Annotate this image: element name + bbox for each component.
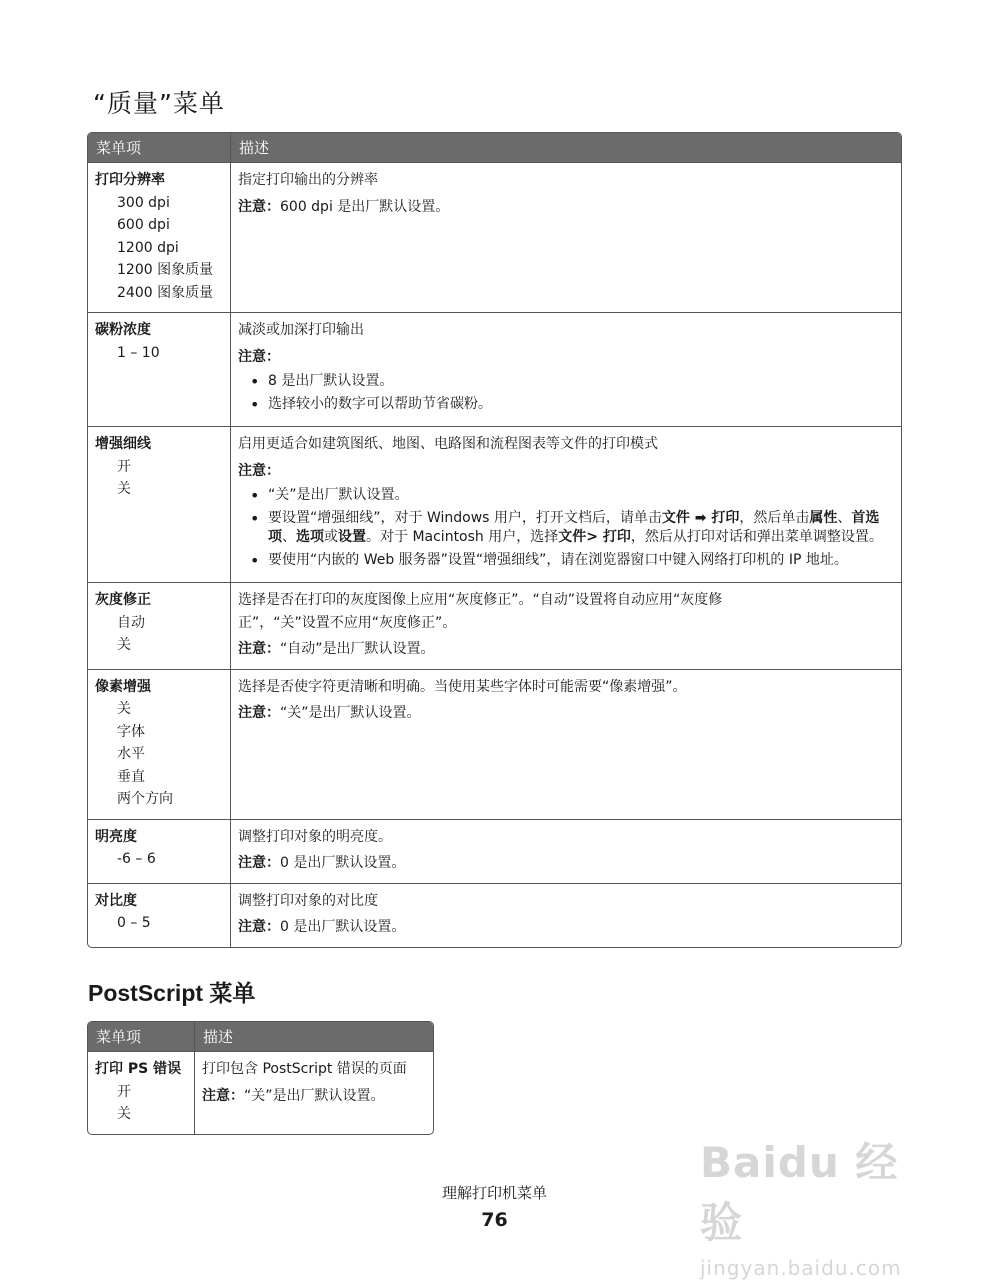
menu-item-option: 关: [117, 1106, 131, 1122]
bullet-bold-text: 设置: [338, 529, 366, 545]
note-label: 注意：: [238, 641, 280, 657]
note-label: 注意：: [238, 705, 280, 721]
bullet-bold-text: 文件> 打印: [558, 529, 631, 545]
table-row: [88, 312, 901, 426]
description-text: 选择是否在打印的灰度图像上应用“灰度修正”。“自动”设置将自动应用“灰度修: [238, 592, 723, 608]
note-label: 注意：: [238, 855, 280, 871]
menu-item-name: 对比度: [95, 892, 137, 909]
note-text: 600 dpi 是出厂默认设置。: [280, 198, 450, 215]
menu-item-option: -6 – 6: [117, 851, 156, 867]
note: [238, 852, 894, 875]
description-cell: [230, 883, 901, 947]
menu-item-option: 0 – 5: [117, 915, 151, 931]
description-text: 调整打印对象的对比度: [238, 892, 378, 909]
menu-item-option: 垂直: [117, 768, 145, 785]
menu-item-name: 打印分辨率: [95, 172, 165, 188]
menu-item-cell: [88, 669, 230, 819]
menu-item-name: 灰度修正: [95, 592, 151, 608]
header-menu-item: 菜单项: [88, 133, 230, 162]
bullet-bold-text: 文件 ➡ 打印: [661, 510, 740, 526]
bullet-text: ，然后从打印对话和弹出菜单调整设置。: [630, 529, 883, 545]
table-row: [88, 426, 901, 582]
note: [238, 916, 894, 939]
table-row: [88, 819, 901, 883]
description-text: 调整打印对象的明亮度。: [238, 828, 392, 845]
menu-item-name: 碳粉浓度: [95, 322, 151, 338]
menu-item-cell: [88, 162, 230, 312]
bullet-item: • 要使用“内嵌的 Web 服务器”设置“增强细线”，请在浏览器窗口中键入网络打印机的 IP 地址。: [268, 551, 894, 570]
bullet-list: [238, 486, 894, 570]
table-header-row: [88, 1022, 433, 1051]
description-text: 正”，“关”设置不应用“灰度修正”。: [238, 614, 457, 631]
menu-item-cell: [88, 1051, 194, 1134]
menu-item-option: 关: [117, 701, 131, 717]
menu-item-name: 像素增强: [95, 678, 151, 695]
description-cell: [230, 162, 901, 312]
note-label: 注意：: [238, 462, 280, 479]
description-cell: [230, 426, 901, 582]
menu-item-option: 600 dpi: [117, 217, 170, 233]
menu-item-option: 300 dpi: [117, 194, 170, 211]
postscript-menu-table: [87, 1021, 434, 1135]
note: [238, 702, 894, 725]
note-label: 注意：: [238, 348, 280, 365]
description-cell: [230, 669, 901, 819]
bullet-item: • “关”是出厂默认设置。: [268, 486, 894, 505]
description-cell: [230, 312, 901, 426]
note-text: 0 是出厂默认设置。: [280, 855, 406, 871]
menu-item-option: 1200 图象质量: [117, 262, 214, 278]
menu-item-option: 1200 dpi: [117, 239, 179, 256]
bullet-list: [238, 372, 894, 414]
bullet-bold-text: 选项: [296, 529, 324, 545]
note-text: 0 是出厂默认设置。: [280, 919, 406, 935]
menu-item-cell: [88, 426, 230, 582]
note-text: “关”是出厂默认设置。: [244, 1087, 385, 1104]
menu-item-option: 两个方向: [117, 791, 173, 807]
note: [202, 1085, 426, 1108]
description-text: 选择是否使字符更清晰和明确。当使用某些字体时可能需要“像素增强”。: [238, 678, 687, 695]
bullet-item: [268, 509, 894, 547]
menu-item-option: 关: [117, 481, 131, 497]
menu-item-name: 打印 PS 错误: [95, 1061, 182, 1077]
bullet-text: 或: [324, 529, 338, 545]
bullet-text: 要设置“增强细线”，对于 Windows 用户，打开文档后，请单击: [268, 510, 662, 526]
watermark-logo: Baidu 经验: [700, 1138, 899, 1247]
footer-chapter-title: 理解打印机菜单: [441, 1184, 547, 1202]
menu-item-name: 明亮度: [95, 828, 137, 845]
bullet-text: 、: [282, 529, 296, 545]
menu-item-option: 自动: [117, 614, 145, 631]
menu-item-option: 1 – 10: [117, 344, 160, 361]
header-description: 描述: [230, 133, 901, 162]
description-text: 打印包含 PostScript 错误的页面: [202, 1061, 407, 1077]
menu-item-cell: [88, 312, 230, 426]
table-row: [88, 883, 901, 947]
postscript-section-title: PostScript 菜单: [88, 980, 256, 1006]
menu-item-cell: [88, 819, 230, 883]
menu-item-option: 开: [117, 458, 131, 475]
table-row: [88, 669, 901, 819]
description-cell: [230, 582, 901, 669]
note-text: “自动”是出厂默认设置。: [280, 641, 435, 657]
note-label: 注意：: [202, 1087, 244, 1104]
bullet-bold-text: 首选项: [268, 510, 880, 545]
bullet-text: 、: [837, 510, 852, 526]
header-menu-item: 菜单项: [88, 1022, 194, 1051]
menu-item-option: 2400 图象质量: [117, 284, 214, 301]
baidu-jingyan-watermark: [700, 1130, 940, 1280]
description-text: 启用更适合如建筑图纸、地图、电路图和流程图表等文件的打印模式: [238, 436, 658, 452]
note-label: 注意：: [238, 198, 280, 215]
table-row: [88, 582, 901, 669]
table-row: [88, 162, 901, 312]
bullet-text: 。对于 Macintosh 用户，选择: [366, 529, 559, 545]
watermark-url: jingyan.baidu.com: [700, 1256, 902, 1280]
menu-item-option: 水平: [117, 746, 145, 762]
table-row: [88, 1051, 433, 1134]
menu-item-cell: [88, 883, 230, 947]
note: [238, 460, 894, 483]
menu-item-name: 增强细线: [95, 436, 151, 452]
bullet-text: ，然后单击: [739, 510, 810, 526]
menu-item-cell: [88, 582, 230, 669]
page-title: “质量”菜单: [93, 89, 225, 118]
menu-item-option: 开: [117, 1083, 131, 1100]
bullet-item: • 选择较小的数字可以帮助节省碳粉。: [268, 395, 894, 414]
quality-menu-table: [87, 132, 902, 948]
description-text: 指定打印输出的分辨率: [238, 172, 378, 188]
bullet-bold-text: 属性: [809, 510, 838, 526]
page-number: 76: [481, 1209, 508, 1231]
table-header-row: [88, 133, 901, 162]
header-description: 描述: [194, 1022, 433, 1051]
note: [238, 638, 894, 661]
description-text: 减淡或加深打印输出: [238, 322, 364, 338]
bullet-item: • 8 是出厂默认设置。: [268, 372, 894, 391]
note: [238, 346, 894, 369]
note-text: “关”是出厂默认设置。: [280, 705, 421, 721]
note: [238, 196, 894, 219]
description-cell: [230, 819, 901, 883]
description-cell: [194, 1051, 433, 1134]
note-label: 注意：: [238, 919, 280, 935]
menu-item-option: 关: [117, 637, 131, 653]
menu-item-option: 字体: [117, 723, 145, 740]
